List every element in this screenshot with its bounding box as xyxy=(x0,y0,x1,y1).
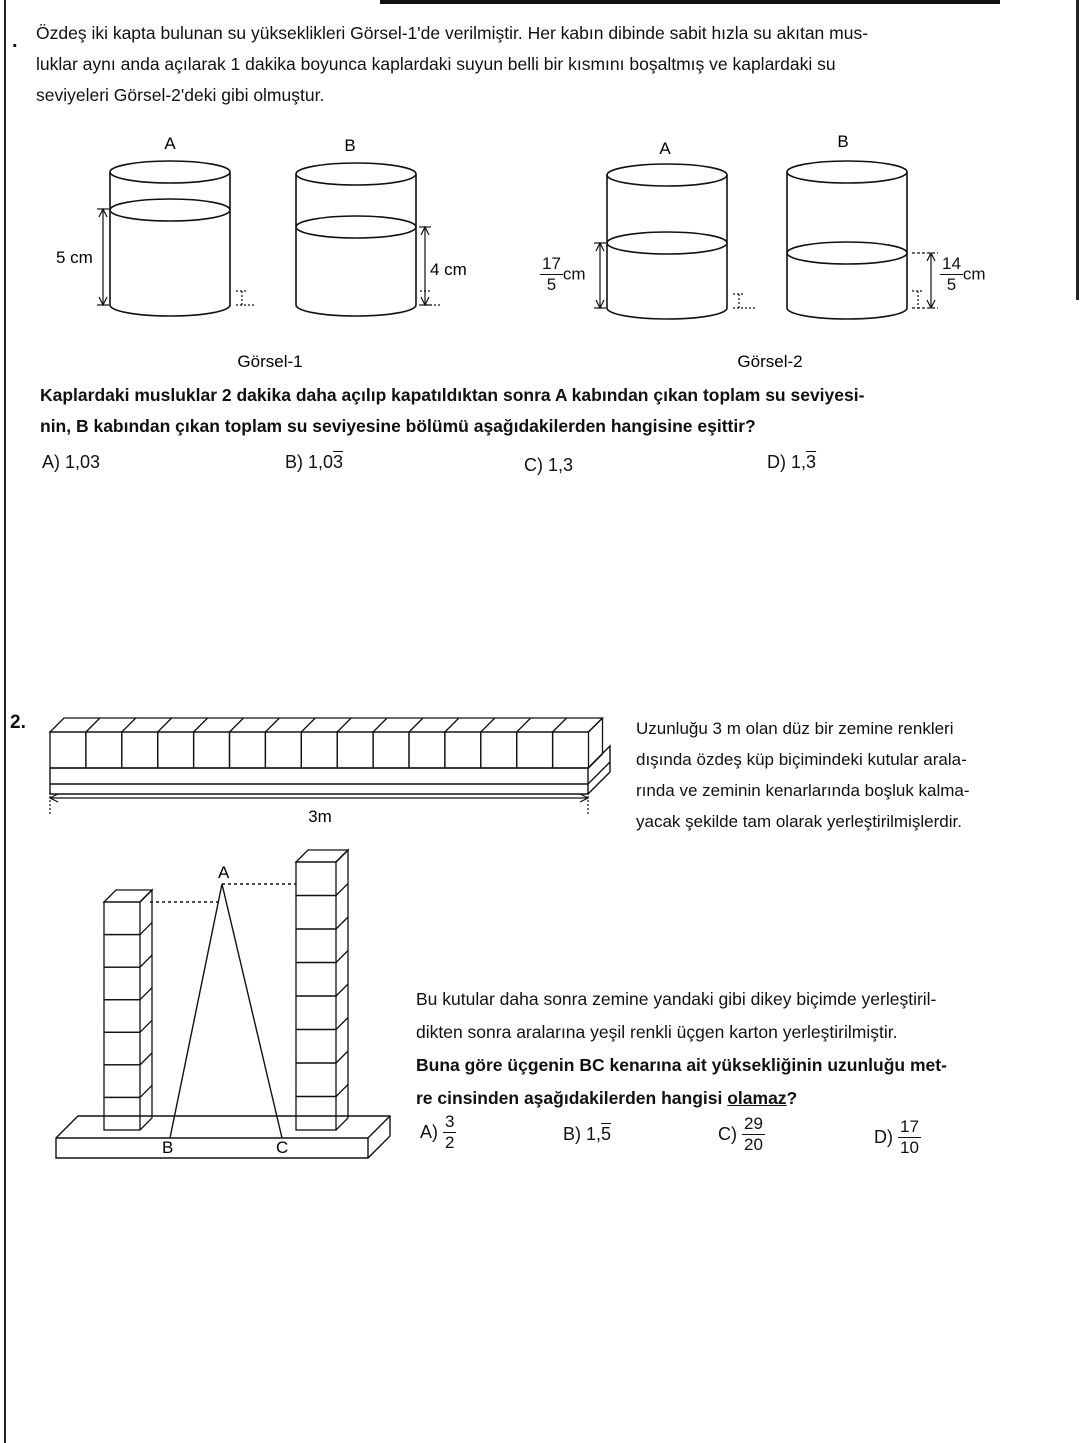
q2-question-text: re cinsinden aşağıdakilerden hangisi xyxy=(416,1088,728,1108)
q1-option-a[interactable] xyxy=(42,452,100,473)
q1-option-d[interactable] xyxy=(767,452,816,473)
q2-question-line xyxy=(416,1082,1061,1115)
q2-option-value: 1, xyxy=(586,1124,602,1144)
q2-body xyxy=(416,983,1061,1115)
tower-cube xyxy=(104,967,140,1000)
box-cube-edge xyxy=(481,718,495,732)
tower-cube-edge xyxy=(140,1053,152,1065)
q2-option-num: 17 xyxy=(900,1117,919,1136)
q2-towers-figure xyxy=(40,840,400,1190)
box-cube xyxy=(265,732,301,768)
box-cube xyxy=(122,732,158,768)
tower-cube-edge xyxy=(140,988,152,1000)
q1-question-line: nin, B kabından çıkan toplam su seviyesine bölümü aşağıdakilerden hangisine eşittir? xyxy=(40,416,756,436)
fig2-container-b xyxy=(787,161,907,319)
q2-right-tower xyxy=(296,850,348,1130)
tower-cube xyxy=(104,935,140,968)
q2-option-c[interactable] xyxy=(718,1114,765,1155)
q2-option-letter: B) xyxy=(563,1124,581,1144)
q2-intro-line: dışında özdeş küp biçimindeki kutular arala- xyxy=(636,750,967,769)
q2-option-den: 10 xyxy=(900,1138,919,1157)
q2-intro xyxy=(636,713,1056,837)
fig1-label-a: A xyxy=(164,134,176,153)
q1-option-c[interactable] xyxy=(524,455,573,476)
tower-cube xyxy=(296,996,336,1030)
box-cube xyxy=(409,732,445,768)
q1-option-letter: D) xyxy=(767,452,786,472)
fig2-height-b-unit: cm xyxy=(962,264,986,284)
box-cube-edge xyxy=(517,718,531,732)
q1-intro-line: seviyeleri Görsel-2'deki gibi olmuştur. xyxy=(36,85,325,105)
fig2-height-a-num: 17 xyxy=(542,254,561,273)
box-cube xyxy=(445,732,481,768)
page-top-border xyxy=(380,0,1000,4)
q2-base xyxy=(56,1116,390,1158)
q2-floor-figure xyxy=(40,712,620,832)
tower-cube xyxy=(104,1065,140,1098)
box-cube-edge xyxy=(265,718,279,732)
q1-option-value: 1,03 xyxy=(65,452,101,472)
box-cube xyxy=(301,732,337,768)
box-cube-edge xyxy=(122,718,136,732)
tower-cube-edge xyxy=(336,850,348,862)
q2-box-row xyxy=(50,718,603,768)
tower-cube-edge xyxy=(140,955,152,967)
q2-body-line: Bu kutular daha sonra zemine yandaki gibi dikey biçimde yerleştiril- xyxy=(416,989,937,1009)
box-cube-edge xyxy=(158,718,172,732)
box-cube xyxy=(194,732,230,768)
fig2-height-b-marker xyxy=(912,253,938,308)
q2-label-c: C xyxy=(276,1138,289,1157)
fig2-caption: Görsel-2 xyxy=(737,352,803,371)
q2-option-num: 29 xyxy=(744,1114,763,1133)
tower-cube xyxy=(296,929,336,963)
q2-intro-line: rında ve zeminin kenarlarında boşluk kalma- xyxy=(636,781,970,800)
box-cube xyxy=(86,732,122,768)
box-cube-edge xyxy=(301,718,315,732)
q1-bullet: . xyxy=(12,30,18,52)
q2-option-a[interactable] xyxy=(420,1112,456,1153)
q2-label-a: A xyxy=(218,863,230,882)
fig2-label-a: A xyxy=(659,139,671,158)
tower-cube xyxy=(296,896,336,930)
q2-option-d[interactable] xyxy=(874,1117,921,1158)
q2-option-b[interactable] xyxy=(563,1124,611,1145)
q1-intro xyxy=(36,18,1036,111)
box-cube-edge xyxy=(409,718,423,732)
tower-cube xyxy=(296,1063,336,1097)
q1-option-value: 1,0 xyxy=(308,452,334,472)
q1-option-b[interactable] xyxy=(285,452,343,473)
tower-cube-edge xyxy=(336,1051,348,1063)
box-cube-edge xyxy=(337,718,351,732)
tower-top xyxy=(296,850,348,862)
fig2-height-b-den: 5 xyxy=(946,275,957,294)
q2-body-line: dikten sonra aralarına yeşil renkli üçgen karton yerleştirilmiştir. xyxy=(416,1022,898,1042)
tower-cube xyxy=(296,963,336,997)
box-cube-edge xyxy=(230,718,244,732)
q2-question-mark: ? xyxy=(786,1088,798,1108)
fig1-caption: Görsel-1 xyxy=(237,352,303,371)
tower-cube xyxy=(104,1000,140,1033)
q1-option-overline-digit: 3 xyxy=(806,452,817,472)
tower-cube xyxy=(296,862,336,896)
tower-cube-edge xyxy=(336,917,348,929)
tower-cube-edge xyxy=(336,1085,348,1097)
box-cube-edge xyxy=(373,718,387,732)
box-cube xyxy=(517,732,553,768)
q1-figures xyxy=(0,125,1080,375)
q2-option-letter: C) xyxy=(718,1124,737,1144)
q1-option-letter: C) xyxy=(524,455,543,475)
box-cube-edge xyxy=(194,718,208,732)
q1-option-overline-digit: 3 xyxy=(333,452,344,472)
q1-intro-line: Özdeş iki kapta bulunan su yükseklikleri Görsel-1'de verilmiştir. Her kabın dibinde sabit hızla su akıtan mus- xyxy=(36,23,869,43)
fig1-height-a: 5 cm xyxy=(56,248,93,267)
fig2-height-a-marker xyxy=(594,243,756,308)
box-cube xyxy=(50,732,86,768)
box-cube xyxy=(373,732,409,768)
tower-cube-edge xyxy=(140,890,152,902)
q2-option-letter: D) xyxy=(874,1127,893,1147)
box-cube xyxy=(230,732,266,768)
fig2-label-b: B xyxy=(837,132,849,151)
q2-intro-line: Uzunluğu 3 m olan düz bir zemine renkleri xyxy=(636,719,954,738)
q1-question-line: Kaplardaki musluklar 2 dakika daha açılıp kapatıldıktan sonra A kabından çıkan toplam su seviyesi- xyxy=(40,385,865,405)
fig2-height-b xyxy=(940,254,986,295)
box-cube xyxy=(481,732,517,768)
q2-option-den: 2 xyxy=(445,1133,455,1152)
box-cube xyxy=(553,732,589,768)
q2-option-letter: A) xyxy=(420,1122,438,1142)
fig1-label-b: B xyxy=(344,136,356,155)
fig2-container-a xyxy=(607,164,727,319)
q1-question xyxy=(40,380,1050,442)
tower-side xyxy=(140,890,152,1130)
q2-option-overline-digit: 5 xyxy=(601,1124,612,1144)
tower-cube-edge xyxy=(140,923,152,935)
q2-question-emphasis: olamaz xyxy=(727,1088,787,1108)
box-cube-edge xyxy=(445,718,459,732)
tower-cube-edge xyxy=(336,984,348,996)
tower-cube xyxy=(296,1097,336,1131)
fig2-height-a-den: 5 xyxy=(546,275,557,294)
q2-option-num: 3 xyxy=(445,1112,455,1131)
tower-cube-edge xyxy=(336,884,348,896)
q1-intro-line: luklar aynı anda açılarak 1 dakika boyunca kaplardaki suyun belli bir kısmını boşaltmış ve kaplardaki su xyxy=(36,54,836,74)
tower-cube-edge xyxy=(140,1020,152,1032)
tower-cube-edge xyxy=(336,1018,348,1030)
q2-option-den: 20 xyxy=(744,1135,763,1154)
q2-triangle xyxy=(150,884,296,1138)
q2-floor-length: 3m xyxy=(308,807,332,826)
box-cube-edge xyxy=(86,718,100,732)
tower-cube-edge xyxy=(140,1085,152,1097)
q2-floor xyxy=(50,746,610,794)
fig1-height-b: 4 cm xyxy=(430,260,467,279)
q2-left-tower xyxy=(104,890,152,1130)
q1-option-value: 1, xyxy=(791,452,807,472)
box-cube-edge xyxy=(553,718,567,732)
tower-cube xyxy=(104,1032,140,1065)
q2-intro-line: yacak şekilde tam olarak yerleştirilmişlerdir. xyxy=(636,812,962,831)
q2-label-b: B xyxy=(162,1138,174,1157)
box-cube xyxy=(337,732,373,768)
tower-cube xyxy=(296,1030,336,1064)
fig2-height-a-unit: cm xyxy=(562,264,586,284)
box-cube xyxy=(158,732,194,768)
fig2-height-b-num: 14 xyxy=(942,254,961,273)
fig1-container-a xyxy=(110,125,230,316)
q1-option-letter: B) xyxy=(285,452,303,472)
tower-cube xyxy=(104,902,140,935)
q1-option-letter: A) xyxy=(42,452,60,472)
fig1-container-b xyxy=(296,163,416,316)
q2-question-line: Buna göre üçgenin BC kenarına ait yüksekliğinin uzunluğu met- xyxy=(416,1055,947,1075)
tower-top xyxy=(104,890,152,902)
box-cube-edge xyxy=(589,718,603,732)
tower-cube-edge xyxy=(336,951,348,963)
q1-option-value: 1,3 xyxy=(548,455,574,475)
tower-cube xyxy=(104,1097,140,1130)
q2-number: 2. xyxy=(10,712,26,733)
fig2-height-a xyxy=(540,254,586,295)
